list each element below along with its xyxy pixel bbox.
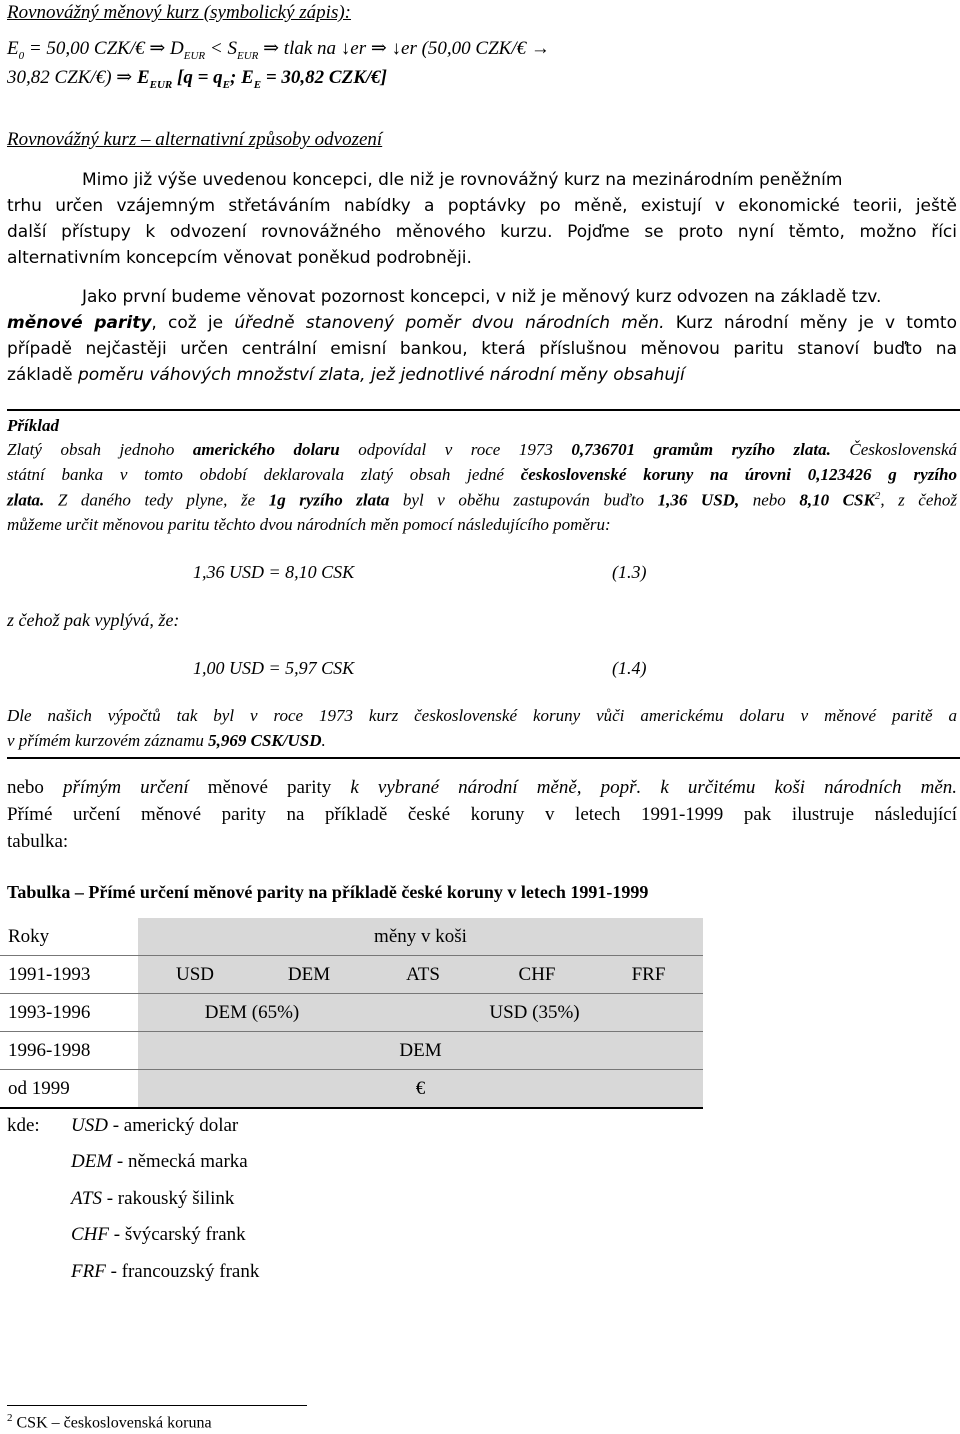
equation-1-number: (1.3) <box>612 562 647 582</box>
text-span: . <box>321 731 326 750</box>
text-span: v přímém kurzovém záznamu <box>7 731 209 750</box>
footnote-divider <box>7 1405 307 1406</box>
formula-text: = 30,82 CZK/€] <box>261 67 387 88</box>
text-bold: československé koruny na úrovni 0,123426 g ryzího <box>520 465 957 484</box>
legend-item <box>71 1188 234 1210</box>
text-bold: 1,36 USD, <box>657 490 740 510</box>
formula-sub: EUR <box>236 49 259 62</box>
legend-item <box>71 1151 248 1173</box>
formula-text: ; E <box>230 67 254 88</box>
footnote <box>7 1412 212 1432</box>
currency-desc: - švýcarský frank <box>109 1224 246 1245</box>
section-heading-symbolic: Rovnovážný měnový kurz (symbolický zápis): <box>7 2 351 23</box>
footnote-number: 2 <box>7 1412 13 1424</box>
table-cell: DEM <box>252 956 366 994</box>
text-italic: přímým určení <box>63 777 189 798</box>
example-conclusion-line: Dle našich výpočtů tak byl v roce 1973 kurz československé koruny vůči americkému dolaru v měnové paritě a <box>7 706 957 725</box>
example-line <box>7 440 957 460</box>
currency-desc: - americký dolar <box>107 1115 239 1136</box>
text-span: , z čehož <box>880 490 958 510</box>
divider-bottom <box>7 757 960 759</box>
table-row <box>0 1032 703 1070</box>
text-span: , což je <box>151 313 235 333</box>
text-bold: 5,969 CSK/USD <box>208 731 322 750</box>
text-span: Československá <box>830 440 957 459</box>
text-bold: 0,736701 gramům ryzího zlata. <box>571 440 831 459</box>
equation-1: 1,36 USD = 8,10 CSK <box>193 562 355 582</box>
paragraph-line <box>7 777 957 799</box>
text-italic: úředně stanovený poměr dvou národních měn. <box>234 313 665 333</box>
text-span: Kurz národní měny je v tomto <box>664 313 958 333</box>
currency-code: USD <box>71 1115 108 1136</box>
example-conclusion-line <box>7 731 326 751</box>
table-row <box>0 956 703 994</box>
formula-text: 30,82 CZK/€) ⇒ <box>7 67 137 88</box>
paragraph-line: případě nejčastěji určen centrální emisní bankou, která příslušnou měnovou paritu stanoví buďto na <box>7 339 957 359</box>
table-row <box>0 1070 703 1109</box>
formula-text: [q = q <box>172 67 223 88</box>
formula-text: E <box>136 67 150 88</box>
text-bold: 1g ryzího zlata <box>268 490 390 510</box>
table-cell-year: 1991-1993 <box>0 956 138 994</box>
legend-item <box>71 1115 238 1137</box>
formula-sub: 0 <box>18 49 25 62</box>
text-span: nebo <box>739 490 800 510</box>
text-italic: k vybrané národní měně, popř. k určitému koši národních měn. <box>350 777 957 798</box>
formula-sub: EUR <box>149 78 173 91</box>
formula-line-1 <box>7 37 550 62</box>
table-cell: ATS <box>366 956 480 994</box>
currency-code: CHF <box>71 1224 109 1245</box>
text-span: měnové parity <box>188 777 351 798</box>
text-span: odpovídal v roce 1973 <box>339 440 572 459</box>
paragraph-line <box>7 313 957 333</box>
legend-item <box>71 1261 259 1283</box>
table-cell: € <box>138 1070 703 1109</box>
table-caption: Tabulka – Přímé určení měnové parity na příkladě české koruny v letech 1991-1999 <box>7 882 649 902</box>
paragraph-line: Mimo již výše uvedenou koncepci, dle niž je rovnovážný kurz na mezinárodním peněžním <box>82 170 843 190</box>
formula-text: E <box>7 38 19 59</box>
table-row <box>0 994 703 1032</box>
table-cell: DEM (65%) <box>138 994 366 1032</box>
text-span: Z daného tedy plyne, že <box>44 490 269 510</box>
currency-desc: - rakouský šilink <box>101 1188 235 1209</box>
table-header-roky: Roky <box>0 918 138 956</box>
text-bold: amerického dolaru <box>192 440 340 459</box>
currency-code: DEM <box>71 1151 113 1172</box>
footnote-mark: 2 <box>874 490 881 502</box>
example-connector: z čehož pak vyplývá, že: <box>7 610 180 630</box>
formula-sub: E <box>222 78 231 91</box>
equation-2-number: (1.4) <box>612 658 647 678</box>
paragraph-line: další přístupy k odvození rovnovážného měnového kurzu. Pojďme se proto nyní těmto, možno říci <box>7 222 957 242</box>
currency-code: FRF <box>71 1261 106 1282</box>
section-heading-alternative: Rovnovážný kurz – alternativní způsoby odvození <box>7 129 383 150</box>
text-span: nebo <box>7 777 64 798</box>
footnote-text: CSK – československá koruna <box>12 1414 212 1432</box>
text-span: základě <box>7 365 78 385</box>
table-cell-year: 1993-1996 <box>0 994 138 1032</box>
table-cell: USD (35%) <box>366 994 703 1032</box>
text-bold: 8,10 CSK <box>799 490 875 510</box>
formula-sub: EUR <box>183 49 206 62</box>
example-line <box>7 465 957 485</box>
text-span: státní banka v tomto období deklarovala zlatý obsah jedné <box>7 465 521 484</box>
text-span: byl v oběhu zastupován buďto <box>389 490 658 510</box>
example-line <box>7 490 957 511</box>
paragraph-line: Jako první budeme věnovat pozornost koncepci, v niž je měnový kurz odvozen na základě tzv. <box>82 287 882 307</box>
formula-text: ⇒ tlak na ↓er ⇒ ↓er (50,00 CZK/€ → <box>258 38 550 59</box>
formula-sub: E <box>253 78 262 91</box>
divider-top <box>7 409 960 411</box>
table-cell: USD <box>138 956 252 994</box>
table-header-meny: měny v koši <box>138 918 703 956</box>
paragraph-line <box>7 365 685 385</box>
example-title: Příklad <box>7 416 59 435</box>
term-bold-italic: měnové parity <box>7 313 152 333</box>
equation-2: 1,00 USD = 5,97 CSK <box>193 658 355 678</box>
formula-line-2 <box>7 66 387 91</box>
parity-table <box>0 918 703 1109</box>
currency-desc: - francouzský frank <box>105 1261 260 1282</box>
table-cell: DEM <box>138 1032 703 1070</box>
text-italic: poměru váhových množství zlata, jež jednotlivé národní měny obsahují <box>77 365 685 385</box>
paragraph-line: tabulka: <box>7 831 69 852</box>
paragraph-line: alternativním koncepcím věnovat poněkud podrobněji. <box>7 248 472 268</box>
formula-text: = 50,00 CZK/€ ⇒ D <box>24 38 184 59</box>
table-row <box>0 918 703 956</box>
text-span: Zlatý obsah jednoho <box>7 440 193 459</box>
paragraph-line: Přímé určení měnové parity na příkladě české koruny v letech 1991-1999 pak ilustruje následující <box>7 804 957 825</box>
paragraph-line: trhu určen vzájemným střetáváním nabídky a poptávky po měně, existují v ekonomické teorii, ještě <box>7 196 957 216</box>
currency-desc: - německá marka <box>112 1151 248 1172</box>
text-bold: zlata. <box>7 490 45 510</box>
table-cell: FRF <box>594 956 703 994</box>
example-line: můžeme určit měnovou paritu těchto dvou národních měn pomocí následujícího poměru: <box>7 515 611 534</box>
legend-label: kde: <box>7 1115 40 1136</box>
table-cell: CHF <box>480 956 594 994</box>
table-cell-year: od 1999 <box>0 1070 138 1109</box>
currency-code: ATS <box>71 1188 102 1209</box>
table-cell-year: 1996-1998 <box>0 1032 138 1070</box>
legend-item <box>71 1224 246 1246</box>
formula-text: < S <box>205 38 237 59</box>
